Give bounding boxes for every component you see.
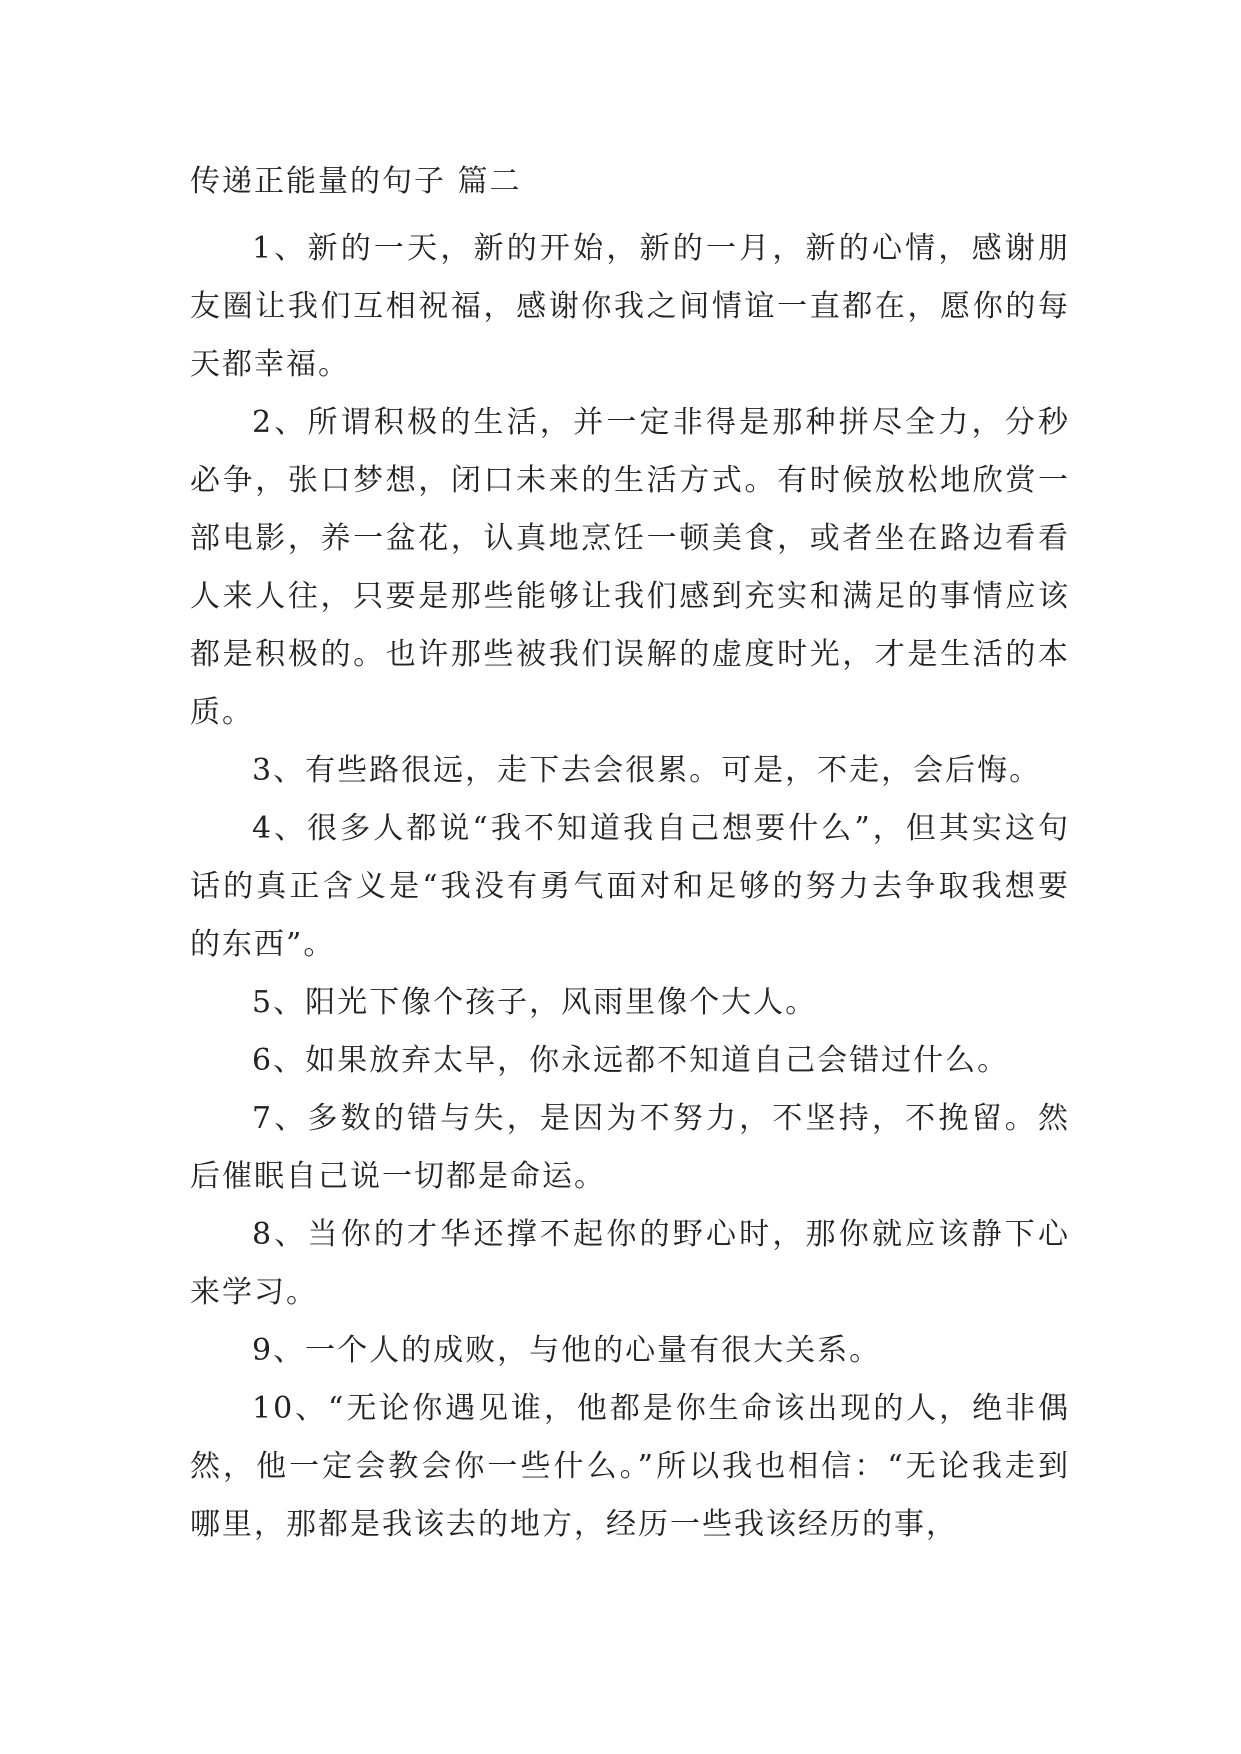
sentence-list [190,220,1070,1554]
list-item: 1、新的一天，新的开始，新的一月，新的心情，感谢朋友圈让我们互相祝福，感谢你我之间情谊一直都在，愿你的每天都幸福。 [190,231,1070,382]
list-item: 5、阳光下像个孩子，风雨里像个大人。 [252,985,818,1020]
list-item: 7、多数的错与失，是因为不努力，不坚持，不挽留。然后催眠自己说一切都是命运。 [190,1101,1070,1194]
list-item: 10、“无论你遇见谁，他都是你生命该出现的人，绝非偶然，他一定会教会你一些什么。”所以我也相信：“无论我走到哪里，那都是我该去的地方，经历一些我该经历的事， [190,1391,1070,1542]
list-item: 3、有些路很远，走下去会很累。可是，不走，会后悔。 [252,753,1042,788]
document-title: 传递正能量的句子 篇二 [190,164,522,199]
list-item: 9、一个人的成败，与他的心量有很大关系。 [252,1333,882,1368]
list-item: 6、如果放弃太早，你永远都不知道自己会错过什么。 [252,1043,1010,1078]
list-item: 8、当你的才华还撑不起你的野心时，那你就应该静下心来学习。 [190,1217,1070,1310]
list-item: 2、所谓积极的生活，并一定非得是那种拼尽全力，分秒必争，张口梦想，闭口未来的生活方式。有时候放松地欣赏一部电影，养一盆花，认真地烹饪一顿美食，或者坐在路边看看人来人往，只要是那些能够让我们感到充实和满足的事情应该都是积极的。也许那些被我们误解的虚度时光，才是生活的本质。 [190,405,1070,730]
list-item: 4、很多人都说“我不知道我自己想要什么”，但其实这句话的真正含义是“我没有勇气面对和足够的努力去争取我想要的东西”。 [190,811,1070,962]
